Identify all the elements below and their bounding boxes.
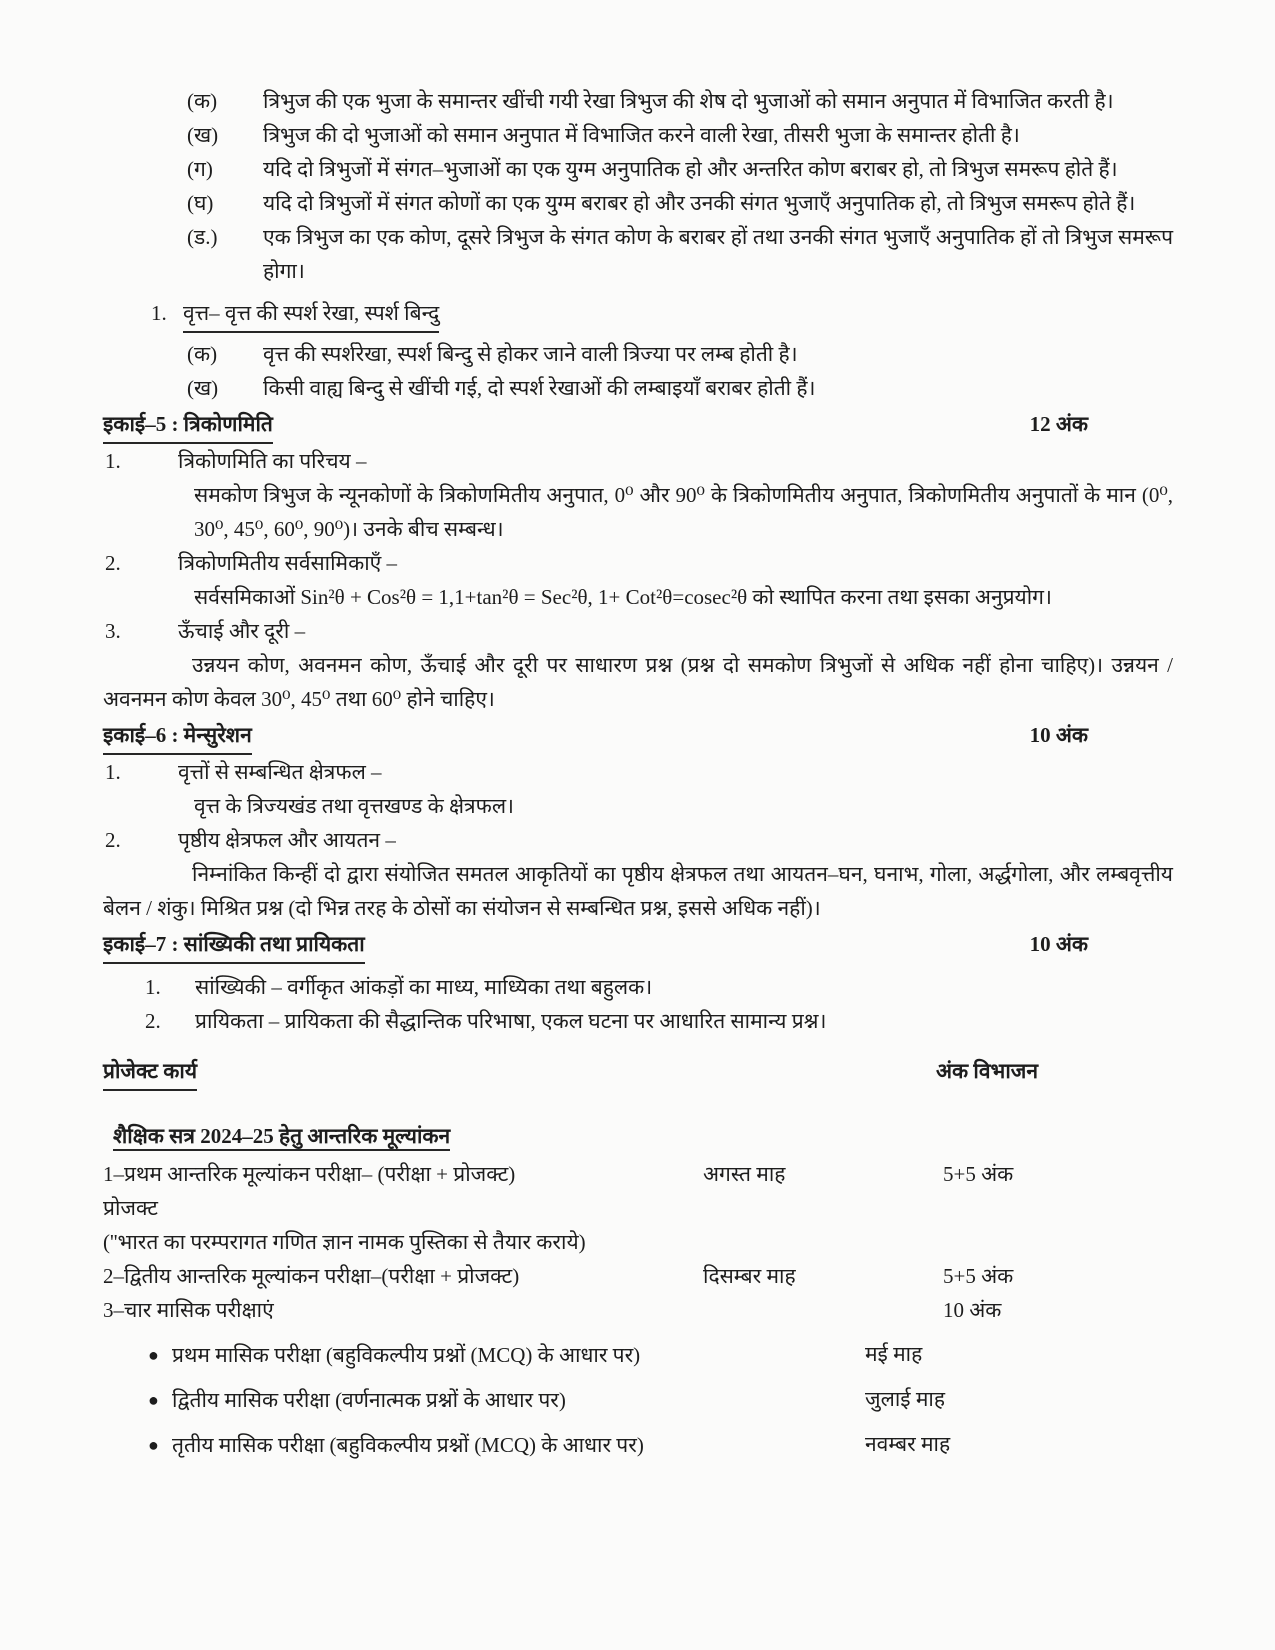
- project-work-heading: प्रोजेक्ट कार्य: [103, 1054, 197, 1091]
- assessment-text: 2–द्वितीय आन्तरिक मूल्यांकन परीक्षा–(परीक्षा + प्रोजक्ट): [103, 1264, 520, 1288]
- topic-row: [103, 1004, 1173, 1038]
- list-item: [103, 152, 1173, 186]
- assessment-row: [103, 1225, 1173, 1259]
- list-item-label: (घ): [187, 191, 214, 215]
- topic-number: 1.: [151, 301, 167, 325]
- unit-marks: 10 अंक: [1029, 932, 1088, 956]
- page-content: [103, 84, 1173, 1462]
- monthly-exam-text: द्वितीय मासिक परीक्षा (वर्णनात्मक प्रश्नों के आधार पर): [172, 1388, 566, 1412]
- assessment-text: प्रोजक्ट: [103, 1196, 158, 1220]
- topic-text: सांख्यिकी – वर्गीकृत आंकड़ों का माध्य, माध्यिका तथा बहुलक।: [195, 975, 653, 999]
- topic-number: 1.: [105, 449, 121, 473]
- list-item: [103, 186, 1173, 220]
- bullet-icon: ●: [148, 1435, 159, 1455]
- topic-body: निम्नांकित किन्हीं दो द्वारा संयोजित समतल आकृतियों का पृष्ठीय क्षेत्रफल तथा आयतन–घन, घनाभ, गोला, अर्द्धगोला, और लम्बवृत्तीय बेलन / शंकु। मिश्रित प्रश्न (दो भिन्न तरह के ठोसों का संयोजन से सम्बन्धित प्रश्न, इससे अधिक नहीं)।: [103, 862, 1173, 920]
- list-item-label: (क): [187, 342, 218, 366]
- list-item-text: त्रिभुज की एक भुजा के समान्तर खींची गयी रेखा त्रिभुज की शेष दो भुजाओं को समान अनुपात में विभाजित करती है।: [263, 89, 1114, 113]
- unit-marks: 12 अंक: [1029, 412, 1088, 436]
- list-item-text: यदि दो त्रिभुजों में संगत–भुजाओं का एक युग्म अनुपातिक हो और अन्तरित कोण बराबर हो, तो त्रिभुज समरूप होते हैं।: [263, 157, 1118, 181]
- unit-heading: इकाई–7 : सांख्यिकी तथा प्रायिकता: [103, 927, 365, 964]
- unit-marks: 10 अंक: [1029, 723, 1088, 747]
- list-item-label: (ख): [187, 123, 219, 147]
- monthly-exam-cell: [103, 1383, 865, 1417]
- bullet-icon: ●: [148, 1345, 159, 1365]
- unit-6-section: [103, 718, 1173, 925]
- assessment-text: 3–चार मासिक परीक्षाएं: [103, 1298, 274, 1322]
- monthly-exam-row: [103, 1427, 1173, 1462]
- unit-5-section: [103, 407, 1173, 716]
- topic-body: समकोण त्रिभुज के न्यूनकोणों के त्रिकोणमितीय अनुपात, 0⁰ और 90⁰ के त्रिकोणमितीय अनुपात, त्रिकोणमितीय अनुपातों के मान (0⁰, 30⁰, 45⁰, 60⁰, 90⁰)। उनके बीच सम्बन्ध।: [194, 483, 1173, 541]
- list-item-label: (ख): [187, 376, 219, 400]
- topic-number: 3.: [105, 619, 121, 643]
- unit-7-topic-list: [103, 970, 1173, 1038]
- assessment-row: [103, 1259, 1173, 1293]
- topic-row: [103, 755, 1173, 789]
- topic-row: [103, 546, 1173, 580]
- monthly-exam-month: मई माह: [865, 1342, 923, 1366]
- assessment-marks: 5+5 अंक: [943, 1162, 1014, 1186]
- assessment-text: 1–प्रथम आन्तरिक मूल्यांकन परीक्षा– (परीक्षा + प्रोजक्ट): [103, 1162, 516, 1186]
- list-item-text: एक त्रिभुज का एक कोण, दूसरे त्रिभुज के संगत कोण के बराबर हों तथा उनकी संगत भुजाएँ अनुपातिक हों तो त्रिभुज समरूप होगा।: [263, 225, 1173, 283]
- topic-title: पृष्ठीय क्षेत्रफल और आयतन –: [178, 828, 396, 852]
- topic-number: 1.: [145, 975, 161, 999]
- monthly-exam-cell: [103, 1338, 865, 1372]
- circle-topic-heading: [103, 296, 1173, 333]
- topic-row: [103, 823, 1173, 857]
- topic-body: वृत्त के त्रिज्यखंड तथा वृत्तखण्ड के क्षेत्रफल।: [194, 794, 515, 818]
- list-item-text: यदि दो त्रिभुजों में संगत कोणों का एक युग्म बराबर हो और उनकी संगत भुजाएँ अनुपातिक हो, तो त्रिभुज समरूप होते हैं।: [263, 191, 1136, 215]
- monthly-exam-row: [103, 1382, 1173, 1417]
- circle-topic: [103, 296, 1173, 405]
- topic-text: प्रायिकता – प्रायिकता की सैद्धान्तिक परिभाषा, एकल घटना पर आधारित सामान्य प्रश्न।: [195, 1009, 827, 1033]
- topic-number: 2.: [105, 828, 121, 852]
- monthly-exam-text: तृतीय मासिक परीक्षा (बहुविकल्पीय प्रश्नों (MCQ) के आधार पर): [172, 1433, 644, 1457]
- assessment-month: अगस्त माह: [703, 1162, 786, 1186]
- list-item-label: (ग): [187, 157, 213, 181]
- monthly-exam-text: प्रथम मासिक परीक्षा (बहुविकल्पीय प्रश्नों (MCQ) के आधार पर): [172, 1343, 641, 1367]
- list-item: [103, 337, 1173, 371]
- list-item-text: किसी वाह्य बिन्दु से खींची गई, दो स्पर्श रेखाओं की लम्बाइयाँ बराबर होती हैं।: [263, 376, 816, 400]
- assessment-text: (''भारत का परम्परागत गणित ज्ञान नामक पुस्तिका से तैयार कराये): [103, 1230, 586, 1254]
- unit-heading: इकाई–6 : मेन्सुरेशन: [103, 718, 252, 755]
- assessment-row: [103, 1191, 1173, 1225]
- unit-heading-row: [103, 407, 1173, 444]
- topic-title: वृत्त– वृत्त की स्पर्श रेखा, स्पर्श बिन्दु: [183, 296, 439, 333]
- assessment-month: दिसम्बर माह: [703, 1264, 796, 1288]
- monthly-exam-month: जुलाई माह: [865, 1387, 945, 1411]
- list-item-label: (ड.): [187, 225, 218, 249]
- topic-row: [103, 614, 1173, 648]
- project-work-row: [103, 1054, 1173, 1091]
- list-item: [103, 118, 1173, 152]
- assessment-heading-row: [103, 1119, 1173, 1153]
- monthly-exam-list: [103, 1337, 1173, 1462]
- list-item: [103, 371, 1173, 405]
- internal-assessment-section: [103, 1119, 1173, 1462]
- list-item-label: (क): [187, 89, 218, 113]
- monthly-exam-cell: [103, 1428, 865, 1462]
- topic-body: सर्वसमिकाओं Sin²θ + Cos²θ = 1,1+tan²θ = Sec²θ, 1+ Cot²θ=cosec²θ को स्थापित करना तथा इसका अनुप्रयोग।: [194, 585, 1052, 609]
- list-item: [103, 84, 1173, 118]
- topic-title: वृत्तों से सम्बन्धित क्षेत्रफल –: [178, 760, 382, 784]
- unit-heading: इकाई–5 : त्रिकोणमिति: [103, 407, 273, 444]
- topic-body: उन्नयन कोण, अवनमन कोण, ऊँचाई और दूरी पर साधारण प्रश्न (प्रश्न दो समकोण त्रिभुजों से अधिक नहीं होना चाहिए)। उन्नयन / अवनमन कोण केवल 30⁰, 45⁰ तथा 60⁰ होने चाहिए।: [103, 653, 1173, 711]
- assessment-marks: 10 अंक: [943, 1298, 1002, 1322]
- similarity-criteria-list: [103, 84, 1173, 288]
- topic-title: ऊँचाई और दूरी –: [178, 619, 306, 643]
- topic-number: 1.: [105, 760, 121, 784]
- assessment-row: [103, 1157, 1173, 1191]
- unit-heading-row: [103, 718, 1173, 755]
- topic-row: [103, 970, 1173, 1004]
- unit-heading-row: [103, 927, 1173, 964]
- topic-number: 2.: [145, 1009, 161, 1033]
- topic-number: 2.: [105, 551, 121, 575]
- list-item-text: त्रिभुज की दो भुजाओं को समान अनुपात में विभाजित करने वाली रेखा, तीसरी भुजा के समान्तर होती है।: [263, 123, 1020, 147]
- assessment-marks: 5+5 अंक: [943, 1264, 1014, 1288]
- monthly-exam-month: नवम्बर माह: [865, 1432, 951, 1456]
- assessment-row: [103, 1293, 1173, 1327]
- monthly-exam-row: [103, 1337, 1173, 1372]
- list-item: [103, 220, 1173, 288]
- unit-7-section: [103, 927, 1173, 1038]
- topic-row: [103, 444, 1173, 478]
- list-item-text: वृत्त की स्पर्शरेखा, स्पर्श बिन्दु से होकर जाने वाली त्रिज्या पर लम्ब होती है।: [263, 342, 798, 366]
- topic-title: त्रिकोणमितीय सर्वसामिकाएँ –: [178, 551, 398, 575]
- topic-title: त्रिकोणमिति का परिचय –: [178, 449, 367, 473]
- assessment-heading: शैक्षिक सत्र 2024–25 हेतु आन्तरिक मूल्यांकन: [113, 1124, 450, 1151]
- marks-division-label: अंक विभाजन: [936, 1059, 1038, 1083]
- bullet-icon: ●: [148, 1390, 159, 1410]
